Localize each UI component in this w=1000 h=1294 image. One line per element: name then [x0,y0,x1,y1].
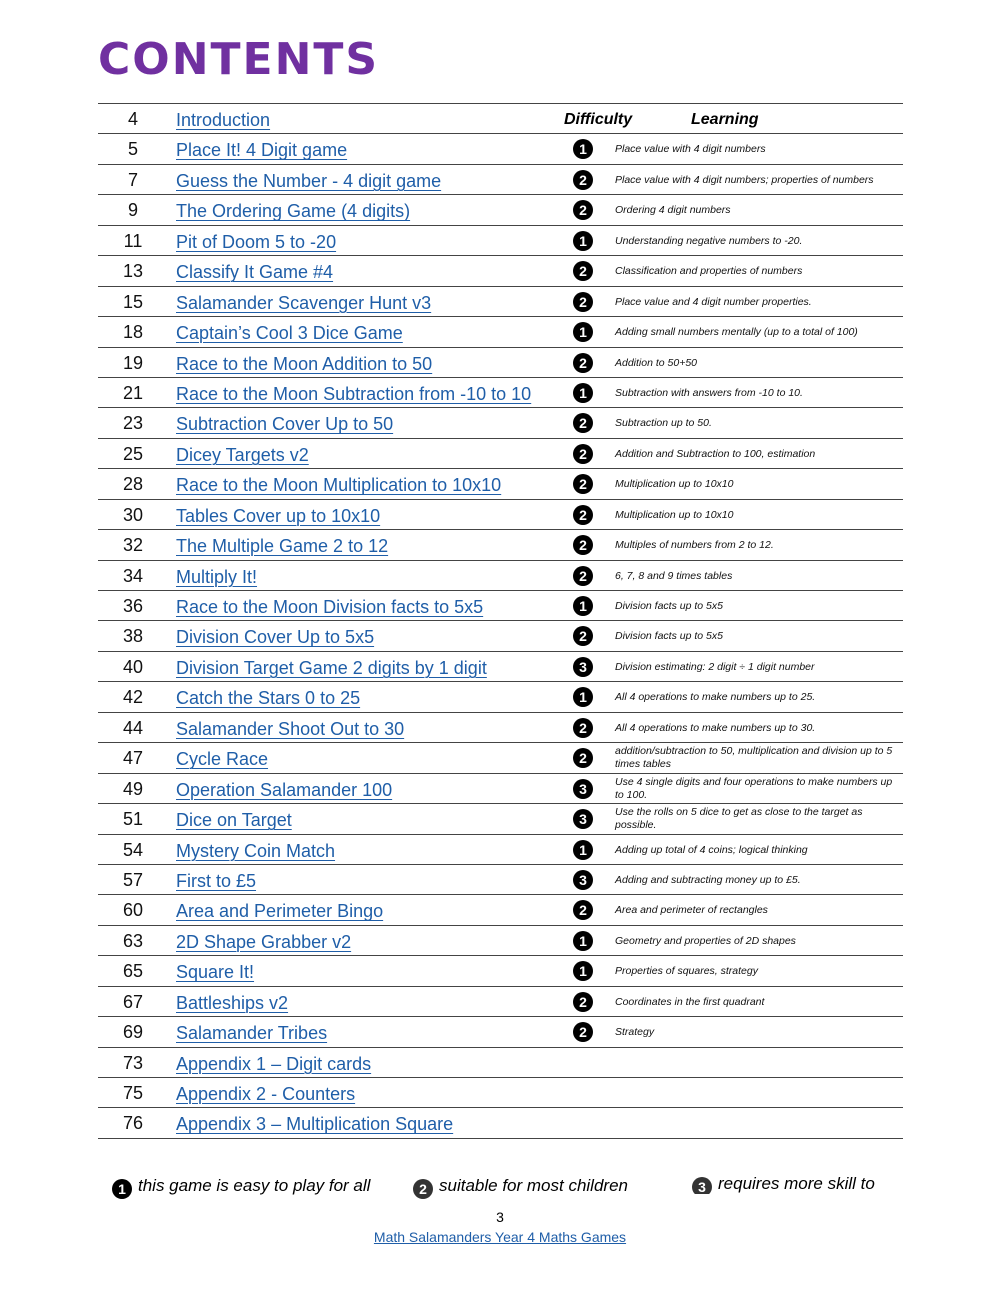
page-number: 3 [496,1209,504,1225]
table-row [98,226,903,256]
table-row [98,926,903,956]
table-row [98,195,903,225]
page-number-cell: 13 [122,261,144,282]
contents-link[interactable]: Salamander Tribes [176,1023,328,1044]
difficulty-3-icon: 3 [692,1177,712,1194]
contents-link[interactable]: Mystery Coin Match [176,840,336,861]
learning-cell: Properties of squares, strategy [615,965,758,978]
legend-item-hard [692,1172,875,1194]
learning-cell: Coordinates in the first quadrant [615,995,765,1008]
page-title: CONTENTS [98,34,380,85]
page-number-cell: 42 [122,687,144,708]
table-row [98,1017,903,1047]
difficulty-2-icon: 2 [573,566,593,586]
learning-cell: Addition to 50+50 [615,356,698,369]
table-row [98,165,903,195]
table-row [98,530,903,560]
page-number-cell: 63 [122,930,144,951]
contents-link[interactable]: Division Cover Up to 5x5 [176,627,375,648]
learning-cell: Place value with 4 digit numbers [615,143,766,156]
contents-table [98,103,903,1139]
contents-link[interactable]: Dice on Target [176,810,292,831]
difficulty-2-icon: 2 [573,292,593,312]
difficulty-header: Difficulty [564,111,633,128]
difficulty-1-icon: 1 [573,231,593,251]
difficulty-2-icon: 2 [573,200,593,220]
table-row [98,956,903,986]
learning-cell: addition/subtraction to 50, multiplication and division up to 5 times tables [615,745,893,771]
legend-item-medium [413,1172,628,1200]
page-number-cell: 4 [127,109,138,129]
page-number-cell: 73 [122,1052,144,1073]
learning-header: Learning [691,111,759,128]
table-row [98,408,903,438]
contents-link[interactable]: Guess the Number - 4 digit game [176,170,442,191]
page-number-cell: 19 [122,352,144,373]
learning-cell: Multiplication up to 10x10 [615,478,734,491]
difficulty-legend [0,1172,1000,1202]
page-number-cell: 28 [122,474,144,495]
contents-link[interactable]: Place It! 4 Digit game [176,140,348,161]
difficulty-1-icon: 1 [573,322,593,342]
difficulty-2-icon: 2 [573,1022,593,1042]
learning-cell: Division facts up to 5x5 [615,630,723,643]
contents-link[interactable]: Tables Cover up to 10x10 [176,505,381,526]
contents-link[interactable]: Cycle Race [176,749,269,770]
page-number-cell: 25 [122,443,144,464]
page-number-cell: 36 [122,596,144,616]
difficulty-3-icon: 3 [573,779,593,799]
learning-cell: Understanding negative numbers to -20. [615,234,803,247]
learning-cell: All 4 operations to make numbers up to 25. [615,691,816,704]
learning-cell: Adding up total of 4 coins; logical thinking [615,843,808,856]
contents-link[interactable]: Catch the Stars 0 to 25 [176,688,361,709]
difficulty-2-icon: 2 [573,505,593,525]
page-number-cell: 67 [122,991,144,1012]
difficulty-1-icon: 1 [112,1179,132,1199]
learning-cell: Subtraction with answers from -10 to 10. [615,386,803,399]
learning-cell: Addition and Subtraction to 100, estimation [615,447,816,460]
page-number-cell: 11 [123,230,143,251]
learning-cell: Division estimating: 2 digit ÷ 1 digit number [615,660,815,673]
table-row [98,865,903,895]
page-number-cell: 32 [122,535,144,556]
learning-cell: Classification and properties of numbers [615,265,803,278]
table-header-row [98,104,903,134]
page-number-cell: 7 [127,169,138,190]
table-row [98,317,903,347]
table-row [98,1108,903,1138]
contents-link[interactable]: Battleships v2 [176,992,289,1013]
contents-link[interactable]: Subtraction Cover Up to 50 [176,414,394,435]
table-row [98,1078,903,1108]
learning-cell: Subtraction up to 50. [615,417,712,430]
contents-link[interactable]: Dicey Targets v2 [176,444,309,465]
contents-link[interactable]: Square It! [176,962,255,983]
contents-link[interactable]: First to £5 [176,870,257,891]
contents-link[interactable]: Race to the Moon Addition to 50 [176,353,433,374]
table-row [98,743,903,773]
difficulty-2-icon: 2 [573,261,593,281]
difficulty-1-icon: 1 [573,596,593,616]
difficulty-2-icon: 2 [573,718,593,738]
table-row [98,713,903,743]
page-number-cell: 21 [122,382,144,403]
table-row [98,439,903,469]
table-row [98,134,903,164]
difficulty-2-icon: 2 [573,992,593,1012]
page-number-cell: 75 [122,1083,144,1103]
table-row [98,682,903,712]
contents-link[interactable]: Race to the Moon Subtraction from -10 to 10 [176,383,532,404]
page-number-cell: 30 [122,504,144,525]
page-number-cell: 65 [122,961,144,982]
table-row [98,378,903,408]
difficulty-3-icon: 3 [573,809,593,829]
table-row [98,256,903,286]
contents-link[interactable]: Area and Perimeter Bingo [176,901,384,922]
page-number-cell: 18 [122,322,144,343]
contents-link[interactable]: Pit of Doom 5 to -20 [176,231,337,252]
learning-cell: Use 4 single digits and four operations to make numbers up to 100. [615,775,893,801]
learning-cell: Adding and subtracting money up to £5. [615,873,801,886]
difficulty-1-icon: 1 [573,383,593,403]
difficulty-3-icon: 3 [573,657,593,677]
page-number-cell: 69 [122,1022,144,1043]
page-number-cell: 51 [122,809,144,830]
difficulty-1-icon: 1 [573,931,593,951]
legend-item-easy [112,1172,370,1200]
page-number-cell: 34 [122,565,144,586]
page-number-cell: 76 [122,1113,144,1134]
page-number-cell: 57 [122,869,144,890]
difficulty-2-icon: 2 [573,748,593,768]
table-row [98,1048,903,1078]
table-row [98,987,903,1017]
contents-link[interactable]: Appendix 3 – Multiplication Square [176,1114,454,1135]
contents-link[interactable]: Appendix 1 – Digit cards [176,1053,372,1074]
learning-cell: All 4 operations to make numbers up to 30. [615,721,816,734]
learning-cell: Geometry and properties of 2D shapes [615,934,796,947]
learning-cell: Strategy [615,1026,655,1039]
page-number-cell: 49 [122,778,144,799]
contents-link[interactable]: Operation Salamander 100 [176,779,393,800]
table-row [98,652,903,682]
table-row [98,835,903,865]
learning-cell: Place value and 4 digit number properties. [615,295,812,308]
difficulty-2-icon: 2 [573,900,593,920]
page-number-cell: 40 [122,656,144,677]
difficulty-2-icon: 2 [413,1179,433,1199]
table-row [98,348,903,378]
table-row [98,621,903,651]
difficulty-2-icon: 2 [573,474,593,494]
page-number-cell: 47 [122,748,144,769]
difficulty-3-icon: 3 [573,870,593,890]
table-row [98,500,903,530]
legend-text: this game is easy to play for all [138,1176,371,1195]
table-row [98,469,903,499]
difficulty-2-icon: 2 [573,413,593,433]
page-number-cell: 9 [127,200,138,221]
learning-cell: Ordering 4 digit numbers [615,204,731,217]
difficulty-2-icon: 2 [573,444,593,464]
contents-link[interactable]: Salamander Scavenger Hunt v3 [176,292,432,313]
contents-link[interactable]: The Multiple Game 2 to 12 [176,536,389,557]
page-number-cell: 44 [122,717,144,738]
difficulty-2-icon: 2 [573,170,593,190]
table-row [98,287,903,317]
page-number-cell: 54 [122,839,144,860]
page-number-cell: 15 [122,291,144,312]
learning-cell: Division facts up to 5x5 [615,600,723,612]
legend-text: requires more skill to [718,1174,875,1193]
contents-link[interactable]: Multiply It! [176,566,258,587]
difficulty-1-icon: 1 [573,687,593,707]
learning-cell: Multiplication up to 10x10 [615,508,734,521]
learning-cell: Adding small numbers mentally (up to a total of 100) [615,326,858,339]
contents-link[interactable]: Race to the Moon Division facts to 5x5 [176,597,484,617]
legend-text: suitable for most children [439,1176,628,1195]
learning-cell: Place value with 4 digit numbers; properties of numbers [615,173,874,186]
learning-cell: Area and perimeter of rectangles [615,904,768,917]
contents-link[interactable]: The Ordering Game (4 digits) [176,201,411,222]
difficulty-2-icon: 2 [573,535,593,555]
contents-link[interactable]: Salamander Shoot Out to 30 [176,718,405,739]
table-row [98,895,903,925]
contents-link[interactable]: Captain’s Cool 3 Dice Game [176,323,403,344]
learning-cell: Use the rolls on 5 dice to get as close to the target as possible. [615,806,863,832]
contents-link[interactable]: Race to the Moon Multiplication to 10x10 [176,475,502,496]
page-number-cell: 23 [122,413,144,434]
contents-link[interactable]: Introduction [176,110,271,130]
contents-link[interactable]: Appendix 2 - Counters [176,1084,356,1104]
contents-link[interactable]: Classify It Game #4 [176,262,334,283]
difficulty-1-icon: 1 [573,961,593,981]
table-row [98,804,903,834]
page-number-cell: 60 [122,900,144,921]
learning-cell: Multiples of numbers from 2 to 12. [615,539,774,552]
table-row [98,561,903,591]
table-row [98,591,903,621]
difficulty-2-icon: 2 [573,626,593,646]
footer-link[interactable]: Math Salamanders Year 4 Maths Games [373,1229,627,1245]
difficulty-1-icon: 1 [573,840,593,860]
contents-link[interactable]: Division Target Game 2 digits by 1 digit [176,657,487,678]
learning-cell: 6, 7, 8 and 9 times tables [615,569,733,582]
difficulty-1-icon: 1 [573,139,593,159]
contents-link[interactable]: 2D Shape Grabber v2 [176,931,352,952]
page-number-cell: 5 [127,139,138,160]
table-row [98,774,903,804]
difficulty-2-icon: 2 [573,353,593,373]
page-number-cell: 38 [122,626,144,647]
